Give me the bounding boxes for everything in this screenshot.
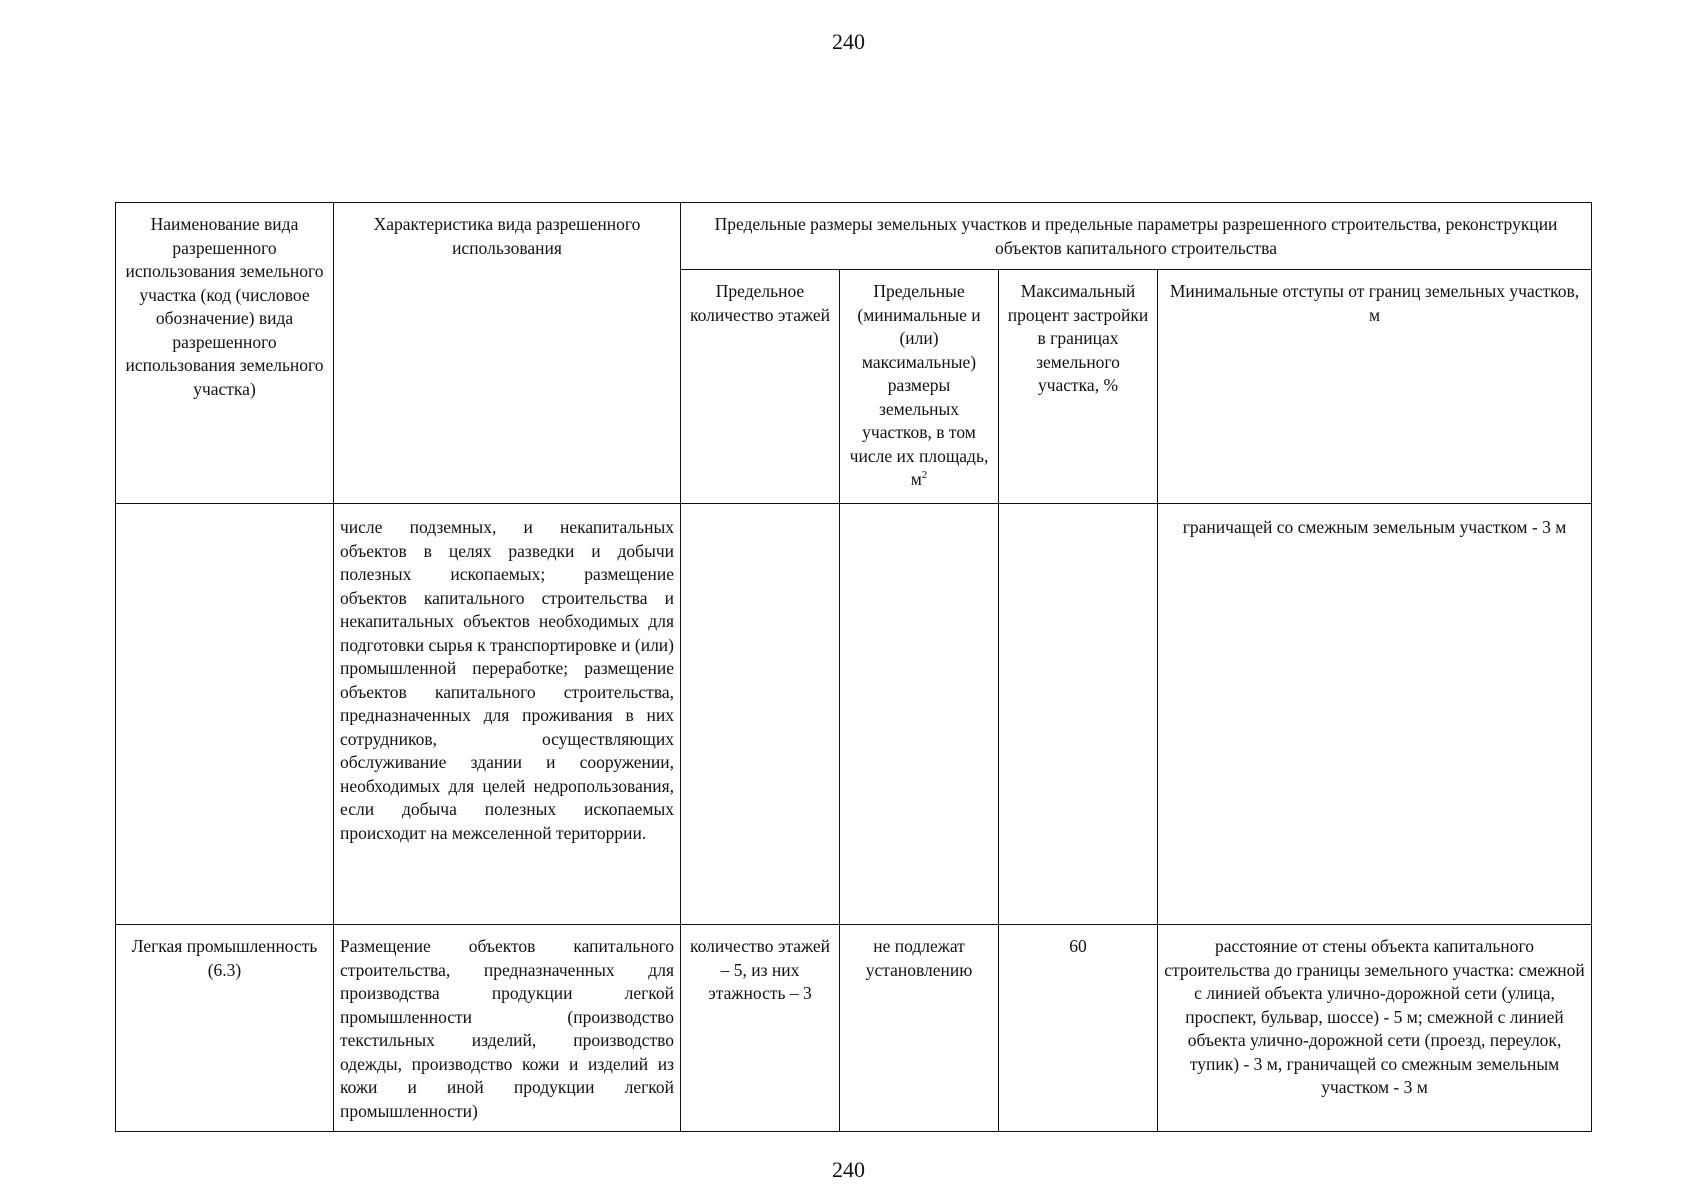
cell-name: Легкая промышленность (6.3): [116, 925, 334, 1132]
table-row: [116, 504, 1592, 925]
header-plot-size: [840, 270, 999, 504]
header-characteristic: Характеристика вида разрешенного использования: [334, 203, 681, 504]
header-coverage: Максимальный процент застройки в границах земельного участка, %: [999, 270, 1158, 504]
cell-characteristic: Размещение объектов капитального строительства, предназначенных для производства продукции легкой промышленности (производство текстильных изделий, производство одежды, производство кожи и изделий из кожи и иной продукции легкой промышленности): [334, 925, 681, 1132]
cell-coverage: [999, 504, 1158, 925]
table-row: [116, 925, 1592, 1132]
cell-plot-size: не подлежат установлению: [840, 925, 999, 1132]
land-use-table: [115, 202, 1592, 1132]
page-number-bottom: 240: [832, 1157, 865, 1182]
header-name: Наименование вида разрешенного использования земельного участка (код (числовое обозначение) вида разрешенного использования земельного участка): [116, 203, 334, 504]
cell-plot-size: [840, 504, 999, 925]
header-row-top: [116, 203, 1592, 270]
cell-floors: количество этажей – 5, из них этажность – 3: [681, 925, 840, 1132]
cell-setbacks: граничащей со смежным земельным участком - 3 м: [1158, 504, 1592, 925]
header-plot-size-text: Предельные (минимальные и (или) максимальные) размеры земельных участков, в том числе их площадь, м: [849, 281, 989, 489]
cell-coverage: 60: [999, 925, 1158, 1132]
cell-name: [116, 504, 334, 925]
header-floors: Предельное количество этажей: [681, 270, 840, 504]
cell-setbacks: расстояние от стены объекта капитального строительства до границы земельного участка: смежной с линией объекта улично-дорожной сети (улица, проспект, бульвар, шоссе) - 5 м; смежной с линией объекта улично-дорожной сети (проезд, переулок, тупик) - 3 м, граничащей со смежным земельным участком - 3 м: [1158, 925, 1592, 1132]
header-plot-size-sup: 2: [921, 469, 928, 482]
cell-floors: [681, 504, 840, 925]
page-number-top: 240: [832, 29, 865, 54]
cell-characteristic: числе подземных, и некапитальных объектов в целях разведки и добычи полезных ископаемых; размещение объектов капитального строительства и некапитальных объектов необходимых для подготовки сырья к транспортировке и (или) промышленной переработке; размещение объектов капитального строительства, предназначенных для проживания в них сотрудников, осуществляющих обслуживание здании и сооружении, необходимых для целей недропользования, если добыча полезных ископаемых происходит на межселенной територрии.: [334, 504, 681, 925]
header-setbacks: Минимальные отступы от границ земельных участков, м: [1158, 270, 1592, 504]
header-limits-group: Предельные размеры земельных участков и предельные параметры разрешенного строительства, реконструкции объектов капитального строительства: [681, 203, 1592, 270]
